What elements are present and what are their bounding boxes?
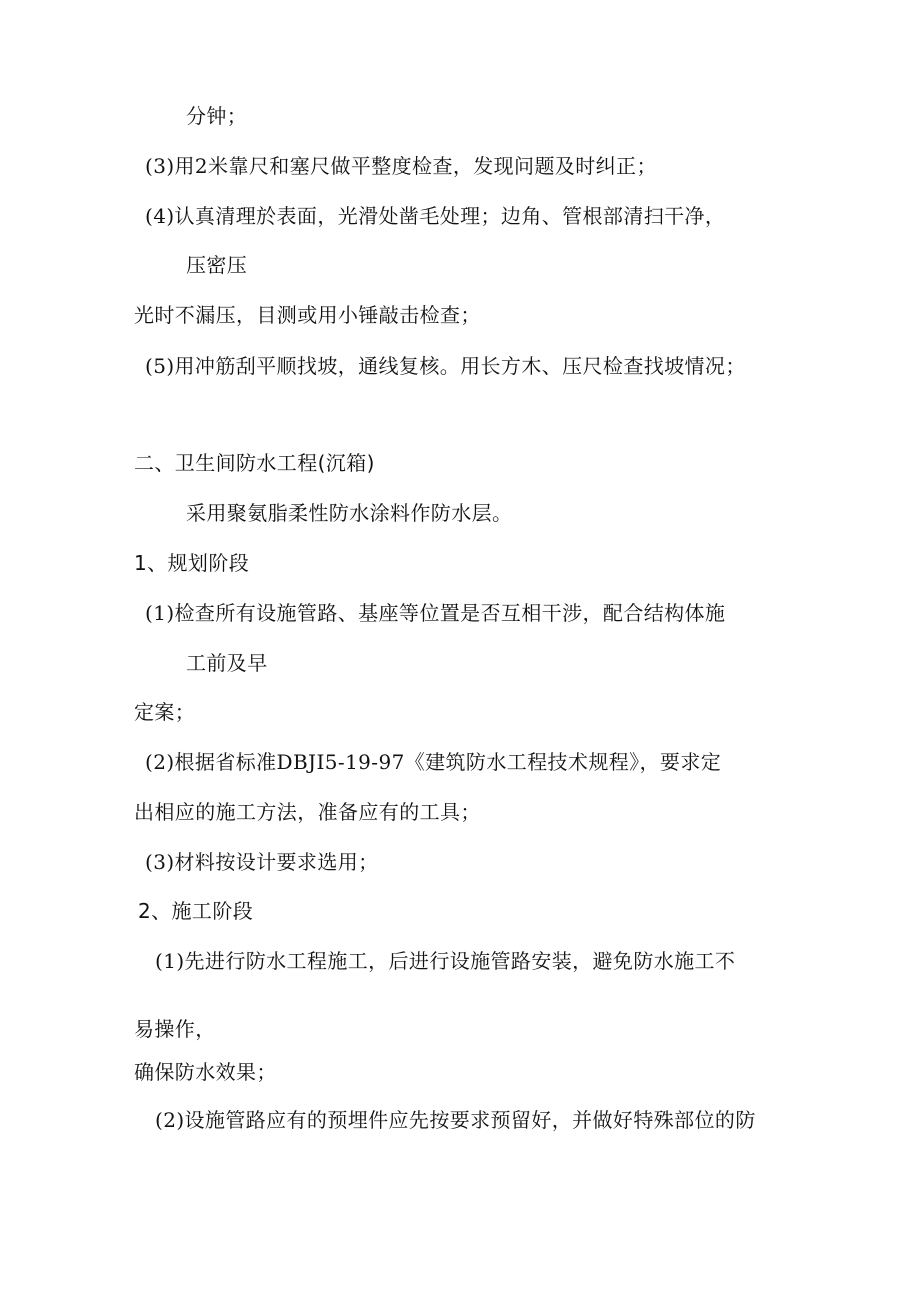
subsection-heading: 2、施工阶段	[138, 899, 254, 923]
text-line: 分钟；	[186, 104, 248, 128]
text-line: 采用聚氨脂柔性防水涂料作防水层。	[186, 501, 513, 525]
text-line: 易操作，	[134, 1017, 216, 1041]
text-line: 工前及早	[186, 651, 268, 675]
text-line: 光时不漏压，目测或用小锤敲击检查；	[134, 303, 481, 327]
text-line: (3)材料按设计要求选用；	[145, 850, 379, 874]
text-line: (1)检查所有设施管路、基座等位置是否互相干涉，配合结构体施	[145, 601, 726, 625]
text-line: (2)设施管路应有的预埋件应先按要求预留好，并做好特殊部位的防	[155, 1108, 756, 1132]
section-heading: 二、卫生间防水工程(沉箱)	[134, 451, 375, 475]
text-line: 出相应的施工方法，准备应有的工具；	[134, 800, 481, 824]
text-line: 确保防水效果；	[134, 1060, 277, 1084]
text-line: (2)根据省标准DBJI5-19-97《建筑防水工程技术规程》，要求定	[145, 750, 722, 774]
text-line: 定案；	[134, 700, 196, 724]
text-line: (3)用2米靠尺和塞尺做平整度检查，发现问题及时纠正；	[145, 154, 657, 178]
subsection-heading: 1、规划阶段	[134, 551, 250, 575]
text-line: (1)先进行防水工程施工，后进行设施管路安装，避免防水施工不	[155, 949, 736, 973]
text-line: (5)用冲筋刮平顺找坡，通线复核。用长方木、压尺检查找坡情况；	[145, 354, 746, 378]
text-line: 压密压	[186, 253, 248, 277]
text-line: (4)认真清理於表面，光滑处凿毛处理；边角、管根部清扫干净，	[145, 204, 726, 228]
